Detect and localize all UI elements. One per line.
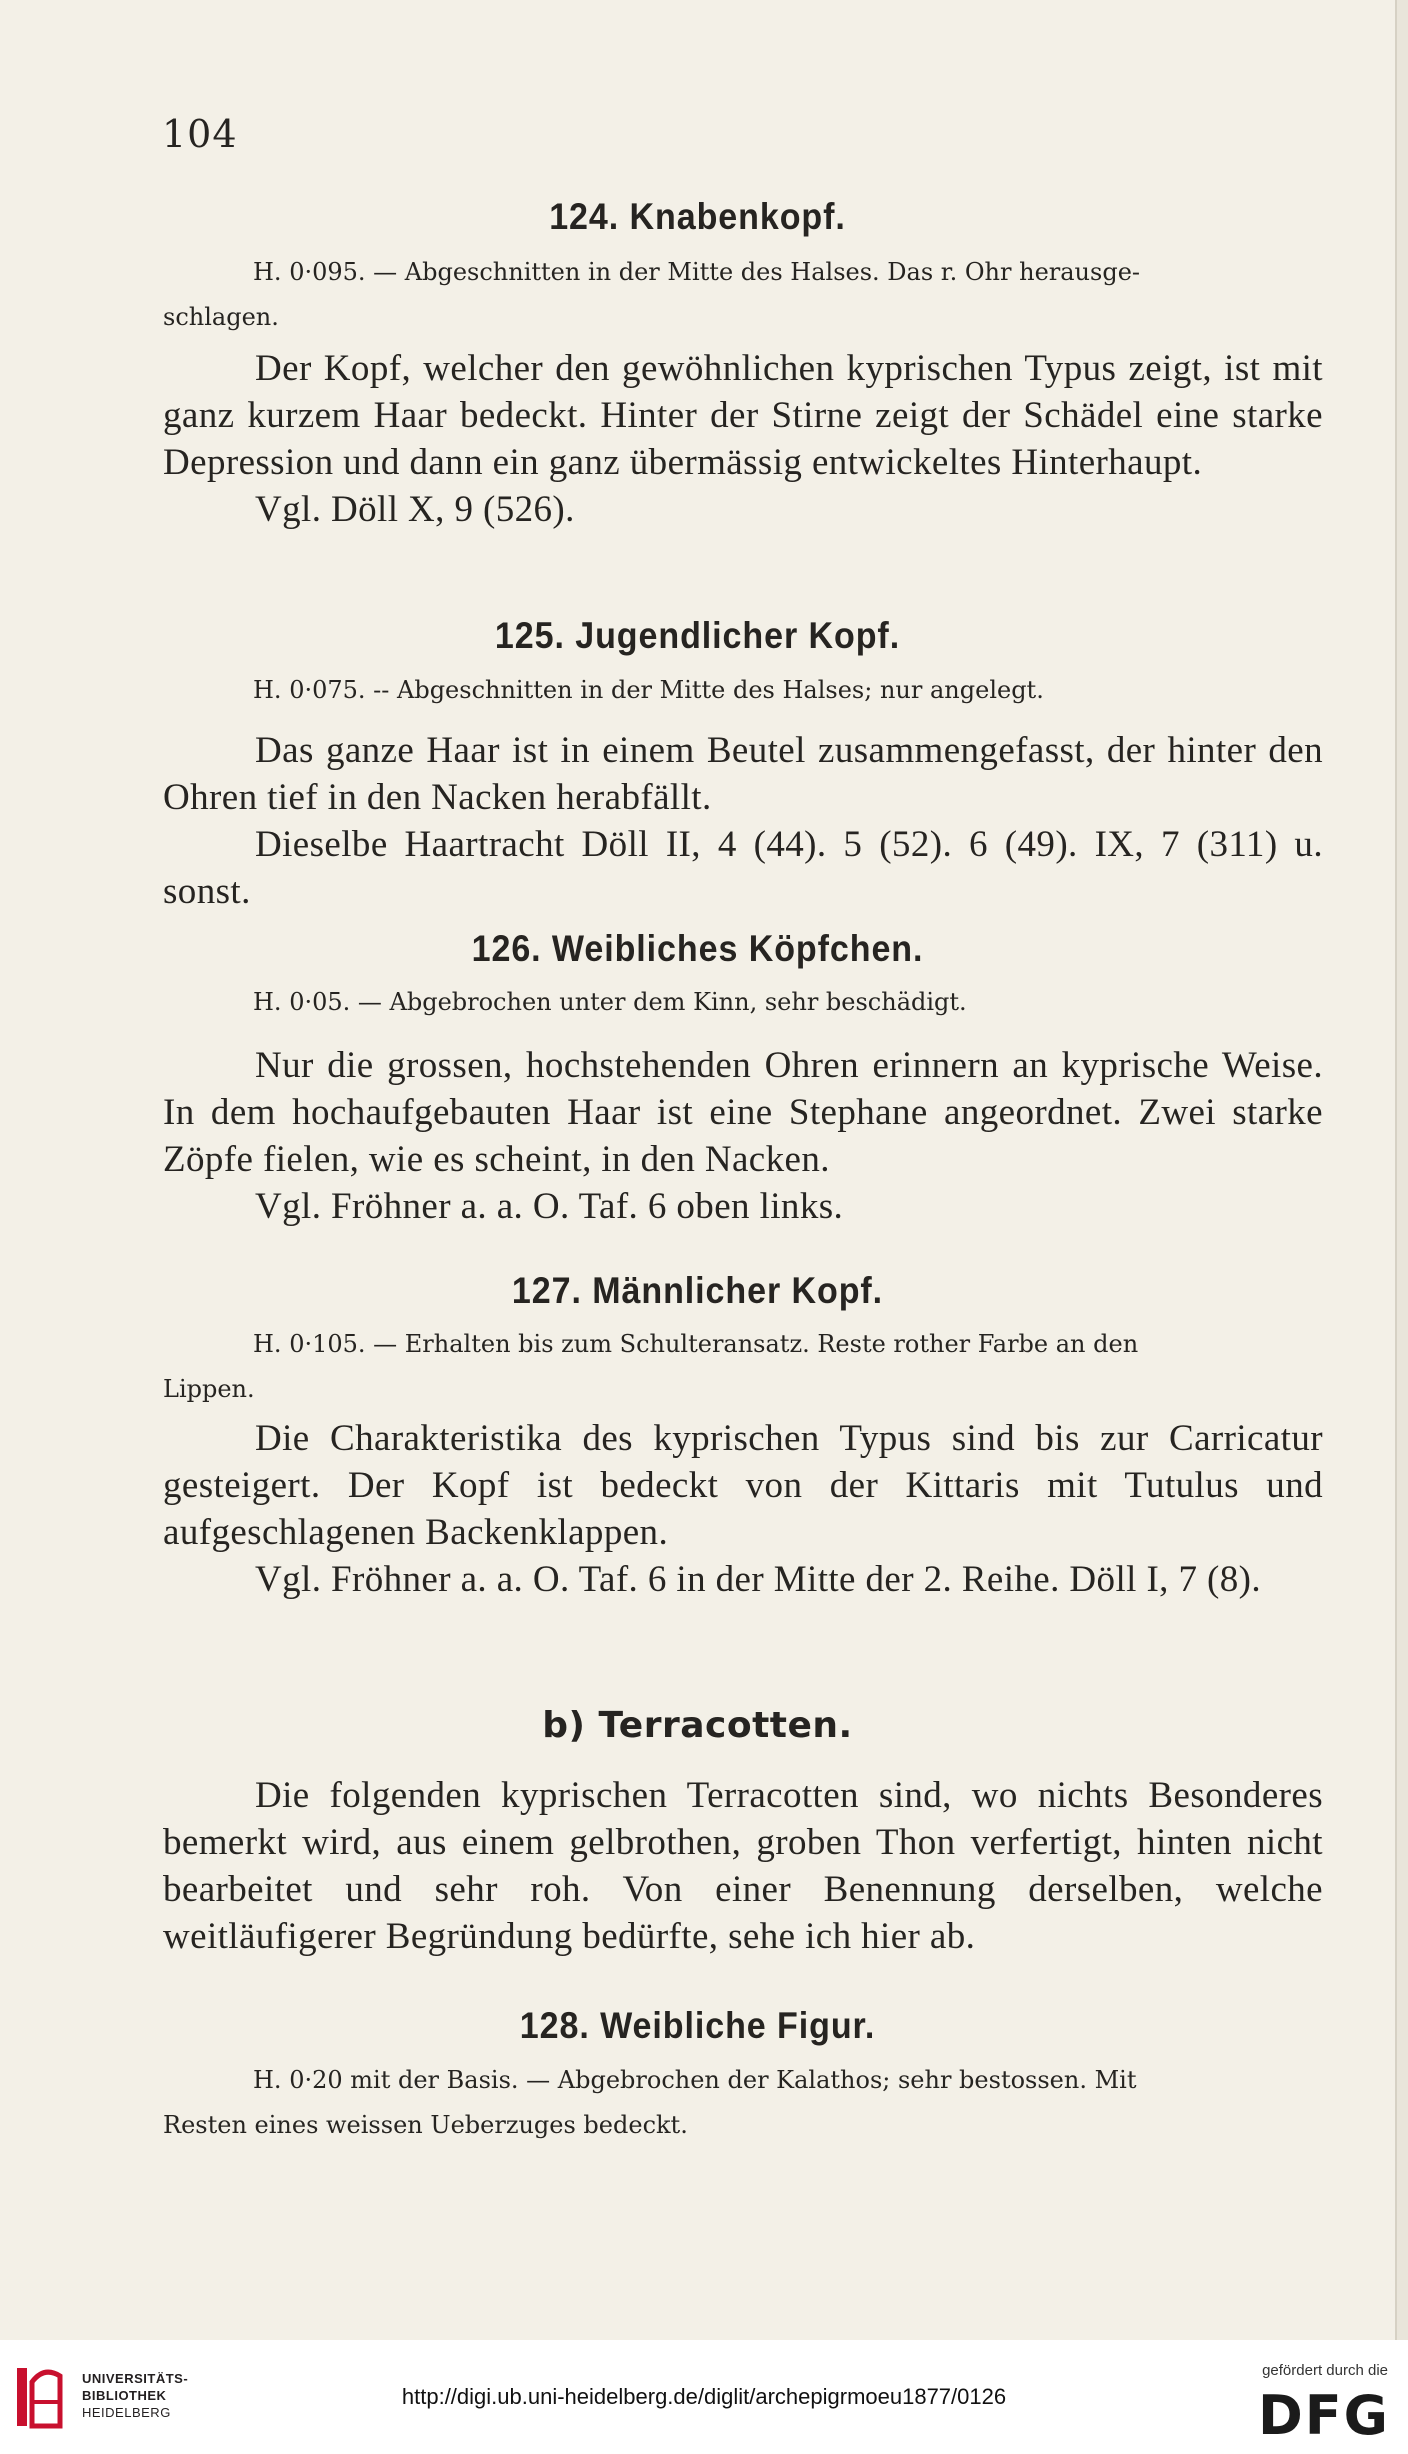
- note-line: H. 0·05. — Abgebrochen unter dem Kinn, sehr beschädigt.: [253, 988, 967, 1016]
- paragraph: Das ganze Haar ist in einem Beutel zusammengefasst, der hinter den Ohren tief in den Nacken herabfällt.: [163, 730, 1323, 818]
- page-number: 104: [162, 112, 238, 156]
- paragraph: Die Charakteristika des kyprischen Typus sind bis zur Carricatur gesteigert. Der Kopf ist bedeckt von der Kittaris mit Tutulus und aufgeschlagenen Backenklappen.: [163, 1418, 1323, 1553]
- note-line: Resten eines weissen Ueberzuges bedeckt.: [163, 2111, 688, 2139]
- subsection-body: [163, 1772, 1323, 1960]
- section-body-127: [163, 1415, 1323, 1603]
- note-line: Lippen.: [163, 1375, 255, 1403]
- paragraph: Vgl. Döll X, 9 (526).: [255, 489, 575, 530]
- section-note-128: [163, 2058, 1323, 2148]
- library-line: BIBLIOTHEK: [82, 2388, 167, 2403]
- section-note-124: [163, 250, 1323, 340]
- section-heading-126: 126. Weibliches Köpfchen.: [471, 928, 924, 969]
- section-body-125: [163, 727, 1323, 915]
- footer-bar: [0, 2340, 1408, 2454]
- funder-label: gefördert durch die: [1262, 2362, 1388, 2379]
- section-heading-125: 125. Jugendlicher Kopf.: [494, 615, 901, 656]
- permalink[interactable]: http://digi.ub.uni-heidelberg.de/diglit/archepigrmoeu1877/0126: [401, 2384, 1007, 2409]
- paragraph: Der Kopf, welcher den gewöhnlichen kyprischen Typus zeigt, ist mit ganz kurzem Haar bedeckt. Hinter der Stirne zeigt der Schädel eine starke Depression und dann ein ganz übermässig entwickeltes Hinterhaupt.: [163, 348, 1323, 483]
- subsection-heading: b) Terracotten.: [542, 1705, 853, 1746]
- section-heading-128: 128. Weibliche Figur.: [519, 2005, 876, 2046]
- paragraph: Vgl. Fröhner a. a. O. Taf. 6 in der Mitte der 2. Reihe. Döll I, 7 (8).: [255, 1559, 1262, 1600]
- section-note-127: [163, 1322, 1323, 1412]
- library-line: UNIVERSITÄTS-: [82, 2371, 189, 2386]
- paragraph: Dieselbe Haartracht Döll II, 4 (44). 5 (52). 6 (49). IX, 7 (311) u. sonst.: [163, 824, 1323, 912]
- paragraph: Vgl. Fröhner a. a. O. Taf. 6 oben links.: [255, 1186, 844, 1227]
- paragraph: Nur die grossen, hochstehenden Ohren erinnern an kyprische Weise. In dem hochaufgebauten Haar ist eine Stephane angeordnet. Zwei starke Zöpfe fielen, wie es scheint, in den Nacken.: [163, 1045, 1323, 1180]
- note-line: H. 0·20 mit der Basis. — Abgebrochen der Kalathos; sehr bestossen. Mit: [253, 2066, 1137, 2094]
- section-body-124: [163, 345, 1323, 533]
- section-note-125: [163, 668, 1323, 713]
- paragraph: Die folgenden kyprischen Terracotten sind, wo nichts Besonderes bemerkt wird, aus einem gelbrothen, groben Thon verfertigt, hinten nicht bearbeitet und sehr roh. Von einer Benennung derselben, welche weitläufigerer Begründung bedürfte, sehe ich hier ab.: [163, 1775, 1323, 1957]
- note-line: H. 0·075. -- Abgeschnitten in der Mitte des Halses; nur angelegt.: [253, 676, 1044, 704]
- section-heading-127: 127. Männlicher Kopf.: [511, 1270, 884, 1311]
- library-line: HEIDELBERG: [82, 2405, 171, 2420]
- funder-logo: DFG: [1257, 2384, 1390, 2447]
- note-line: H. 0·095. — Abgeschnitten in der Mitte des Halses. Das r. Ohr herausge-: [253, 258, 1141, 286]
- section-note-126: [163, 980, 1323, 1025]
- note-line: schlagen.: [163, 303, 279, 331]
- section-heading-124: 124. Knabenkopf.: [549, 196, 846, 237]
- section-body-126: [163, 1042, 1323, 1230]
- note-line: H. 0·105. — Erhalten bis zum Schulteransatz. Reste rother Farbe an den: [253, 1330, 1139, 1358]
